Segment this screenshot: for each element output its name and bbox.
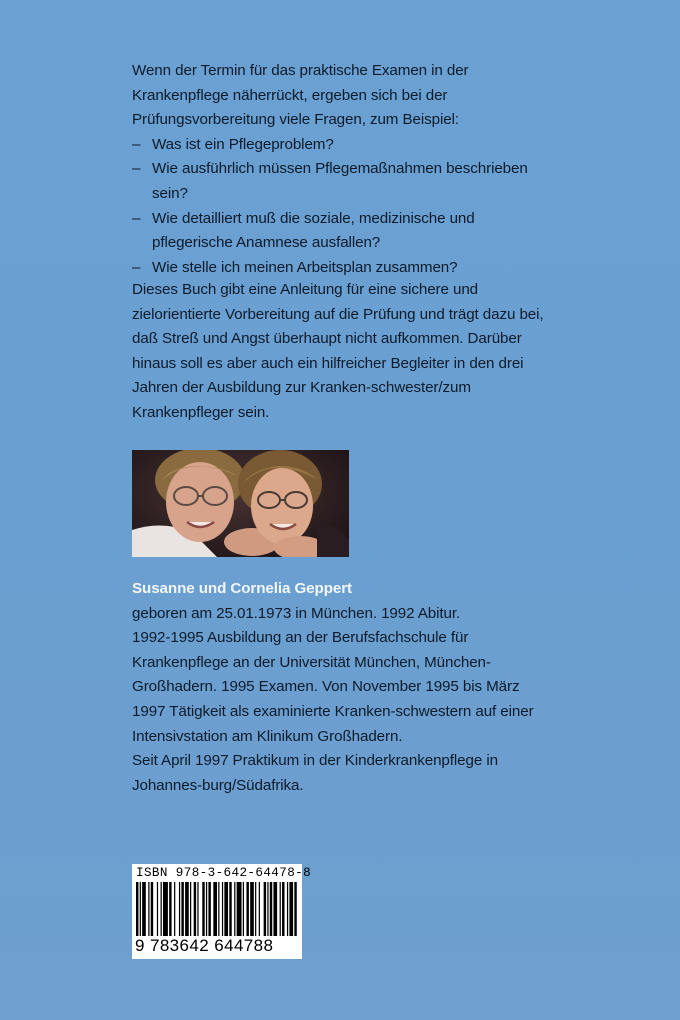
dash-bullet: – (132, 160, 141, 178)
barcode-bar (206, 882, 207, 936)
question-text: Wie ausführlich müssen Pflegemaßnahmen beschrieben sein? (152, 160, 528, 202)
barcode-bar (229, 882, 231, 936)
barcode-bar (287, 882, 288, 936)
barcode-bar (161, 882, 162, 936)
barcode-bar (208, 882, 210, 936)
author-bio (132, 577, 552, 798)
barcode-bar (255, 882, 256, 936)
barcode-bar (181, 882, 183, 936)
barcode-bar (267, 882, 268, 936)
barcode-bar (243, 882, 244, 936)
barcode-bar (142, 882, 146, 936)
question-item (132, 256, 552, 281)
author-photo-image (132, 450, 349, 557)
barcode-bar (190, 882, 191, 936)
barcode-bar (148, 882, 149, 936)
barcode-bar (136, 882, 138, 936)
barcode-bar (264, 882, 266, 936)
barcode-bar (194, 882, 196, 936)
barcode-bar (185, 882, 189, 936)
question-item (132, 207, 552, 256)
barcode-bar (270, 882, 272, 936)
author-bio-line: Seit April 1997 Praktikum in der Kinderkrankenpflege in Johannes-burg/Südafrika. (132, 752, 498, 794)
ean-digits: 9 783642 644788 (135, 936, 274, 955)
barcode-bar (250, 882, 254, 936)
barcode-bar (282, 882, 284, 936)
barcode-bar (151, 882, 153, 936)
question-item (132, 157, 552, 206)
barcode-bar (259, 882, 260, 936)
barcode-bar (179, 882, 180, 936)
barcode-bar (174, 882, 175, 936)
author-bio-line: 1992-1995 Ausbildung an der Berufsfachschule für Krankenpflege an der Universität München, München-Großhadern. 1995 Examen. Von November 1995 bis März 1997 Tätigkeit als examinierte Kranken-schwestern auf einer Intensivstation am Klinikum Großhadern. (132, 629, 534, 745)
dash-bullet: – (132, 258, 141, 276)
barcode-bar (157, 882, 158, 936)
barcode-bars (136, 882, 298, 936)
intro-text (132, 59, 552, 280)
barcode-bar (213, 882, 217, 936)
author-bio-line: geboren am 25.01.1973 in München. 1992 Abitur. (132, 604, 461, 622)
barcode-bar (237, 882, 242, 936)
barcode-bar (273, 882, 277, 936)
barcode-bar (218, 882, 219, 936)
author-photo (132, 450, 349, 557)
barcode-bar (169, 882, 171, 936)
barcode-bar (234, 882, 235, 936)
question-list (132, 133, 552, 281)
question-text: Wie stelle ich meinen Arbeitsplan zusammen? (152, 258, 458, 276)
barcode-bar (140, 882, 141, 936)
author-name: Susanne und Cornelia Geppert (132, 580, 352, 597)
barcode-bar (222, 882, 223, 936)
isbn-barcode (132, 864, 312, 959)
intro-lead: Wenn der Termin für das praktische Examen in der Krankenpflege näherrückt, ergeben sich bei der Prüfungsvorbereitung viele Fragen, zum Beispiel: (132, 62, 469, 129)
barcode-bar (294, 882, 296, 936)
dash-bullet: – (132, 209, 141, 227)
barcode-bar (197, 882, 198, 936)
dash-bullet: – (132, 135, 141, 153)
question-item (132, 133, 552, 158)
barcode-bar (163, 882, 168, 936)
barcode-bar (289, 882, 293, 936)
question-text: Was ist ein Pflegeproblem? (152, 135, 334, 153)
barcode-bar (246, 882, 248, 936)
barcode-bar (224, 882, 228, 936)
barcode-bar (280, 882, 281, 936)
description-text: Dieses Buch gibt eine Anleitung für eine sichere und zielorientierte Vorbereitung auf die Prüfung und trägt dazu bei, daß Streß und Angst überhaupt nicht aufkommen. Darüber hinaus soll es aber auch ein hilfreicher Begleiter in den drei Jahren der Ausbildung zur Kranken-schwester/zum Krankenpfleger sein. (132, 281, 544, 421)
book-description (132, 278, 552, 426)
isbn-label: ISBN 978-3-642-64478-8 (136, 866, 312, 880)
question-text: Wie detailliert muß die soziale, medizinische und pflegerische Anamnese ausfallen? (152, 209, 475, 252)
barcode-bar (202, 882, 204, 936)
